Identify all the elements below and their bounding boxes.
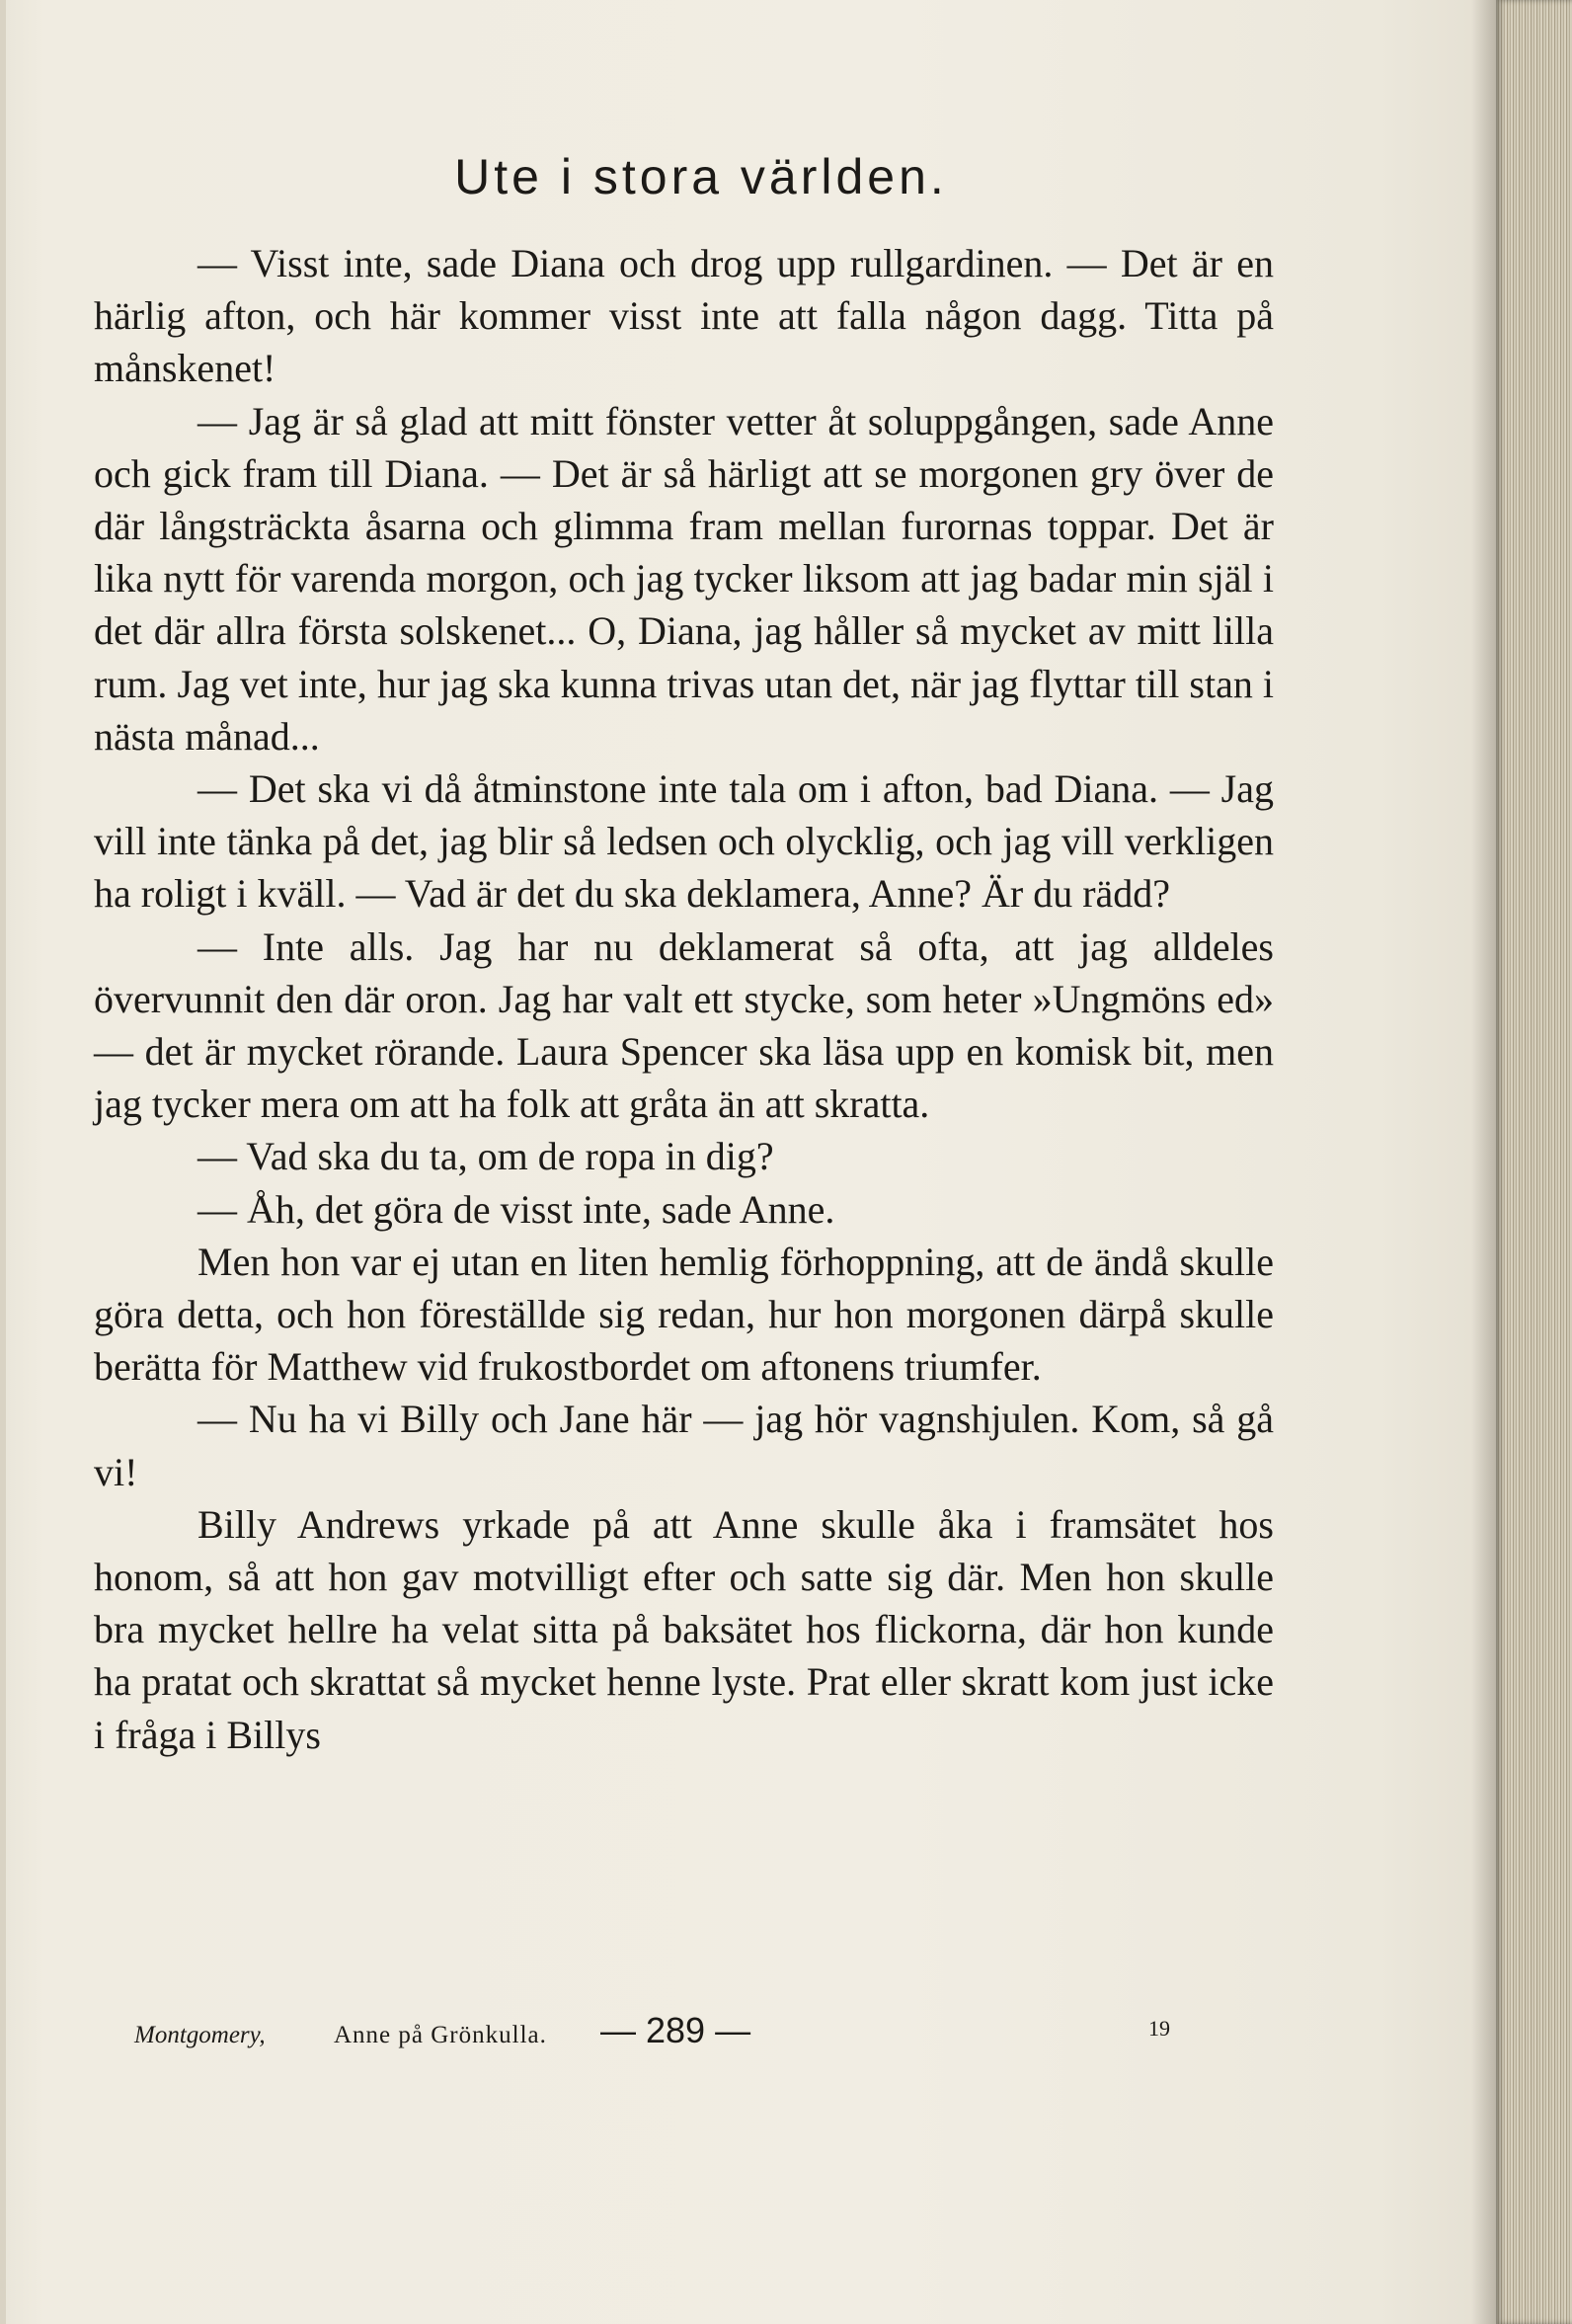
paragraph: — Nu ha vi Billy och Jane här — jag hör vagnshjulen. Kom, så gå vi!	[94, 1397, 1274, 1494]
paragraph: Billy Andrews yrkade på att Anne skulle åka i framsätet hos honom, så att hon gav motvilligt efter och satte sig där. Men hon skulle bra mycket hellre ha velat sitta på baksätet hos flickorna, där hon kunde ha pratat och skrattat så mycket henne lyste. Prat eller skratt kom just icke i fråga i Billys	[94, 1501, 1274, 1757]
footer-book-title: Anne på Grönkulla.	[334, 2022, 547, 2048]
footer-author: Montgomery,	[134, 2022, 266, 2048]
paragraph: — Jag är så glad att mitt fönster vetter åt soluppgången, sade Anne och gick fram till Diana. — Det är så härligt att se morgonen gry över de där långsträckta åsarna och glimma fram mellan furornas toppar. Det är lika nytt för varenda morgon, och jag tycker liksom att jag badar min själ i det där allra första solskenet... O, Diana, jag håller så mycket av mitt lilla rum. Jag vet inte, hur jag ska kunna trivas utan det, när jag flyttar till stan i nästa månad...	[94, 398, 1274, 759]
paragraph: Men hon var ej utan en liten hemlig förhoppning, att de ändå skulle göra detta, och hon föreställde sig redan, hur hon morgonen därpå skulle berätta för Matthew vid frukostbordet om aftonens triumfer.	[94, 1239, 1274, 1390]
page-left-edge	[0, 0, 6, 2324]
page-stack-edges	[1496, 0, 1572, 2324]
paragraph: — Visst inte, sade Diana och drog upp rullgardinen. — Det är en härlig afton, och här kommer visst inte att falla någon dagg. Titta på månskenet!	[94, 241, 1274, 391]
page-footer	[0, 2010, 1276, 2059]
signature-mark: 19	[1148, 2016, 1170, 2041]
body-text	[94, 237, 1274, 1761]
paragraph: — Vad ska du ta, om de ropa in dig?	[197, 1134, 774, 1179]
paragraph: — Det ska vi då åtminstone inte tala om i afton, bad Diana. — Jag vill inte tänka på det, jag blir så ledsen och olycklig, och jag vill verkligen ha roligt i kväll. — Vad är det du ska deklamera, Anne? Är du rädd?	[94, 766, 1274, 917]
running-title: Ute i stora världen.	[454, 149, 948, 204]
paragraph: — Inte alls. Jag har nu deklamerat så ofta, att jag alldeles övervunnit den där oron. Jag har valt ett stycke, som heter »Ungmöns ed» — det är mycket rörande. Laura Spencer ska läsa upp en komisk bit, men jag tycker mera om att ha folk att gråta än att skratta.	[94, 923, 1274, 1127]
page-number: — 289 —	[600, 2010, 751, 2050]
binding-shadow	[1471, 0, 1497, 2324]
paragraph: — Åh, det göra de visst inte, sade Anne.	[197, 1186, 835, 1232]
